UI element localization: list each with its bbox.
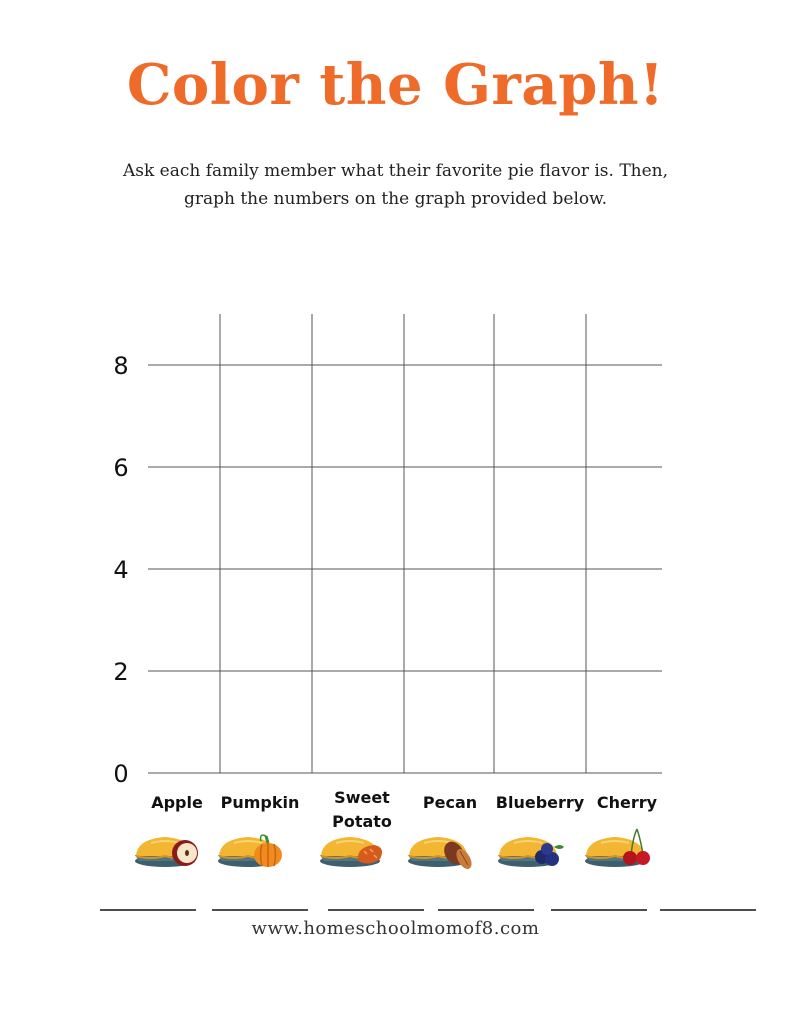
cherry: [636, 851, 650, 865]
blueberry-leaf: [554, 845, 564, 849]
pumpkin-stem: [266, 836, 268, 843]
instructions-line-2: graph the numbers on the graph provided below.: [183, 189, 608, 209]
page-title: Color the Graph!: [126, 52, 665, 118]
cherry: [623, 851, 637, 865]
apple-pie-icon: [135, 837, 198, 867]
pecan-pie-icon: [408, 837, 475, 872]
pumpkin-pie-icon: [218, 835, 282, 867]
website-footer: www.homeschoolmomof8.com: [251, 918, 540, 939]
y-tick-label: 0: [113, 760, 129, 788]
x-category-label: Cherry: [596, 793, 658, 812]
x-category-label: Potato: [332, 812, 392, 831]
sweet-potato-pie-icon: [320, 837, 382, 867]
x-category-label: Pecan: [422, 793, 478, 812]
y-tick-label: 8: [113, 352, 129, 380]
y-tick-label: 4: [113, 556, 129, 584]
x-category-label: Pumpkin: [220, 793, 300, 812]
y-tick-label: 6: [113, 454, 129, 482]
pie-crust: [586, 837, 644, 856]
cherry-pie-icon: [585, 829, 650, 867]
instructions-line-1: Ask each family member what their favorite pie flavor is. Then,: [122, 161, 669, 181]
blueberry: [541, 843, 553, 855]
x-category-label: Blueberry: [495, 793, 585, 812]
apple-seed: [185, 850, 189, 856]
x-category-label: Apple: [151, 793, 203, 812]
y-tick-label: 2: [113, 658, 129, 686]
x-category-label: Sweet: [334, 788, 390, 807]
blueberry-pie-icon: [498, 837, 564, 867]
